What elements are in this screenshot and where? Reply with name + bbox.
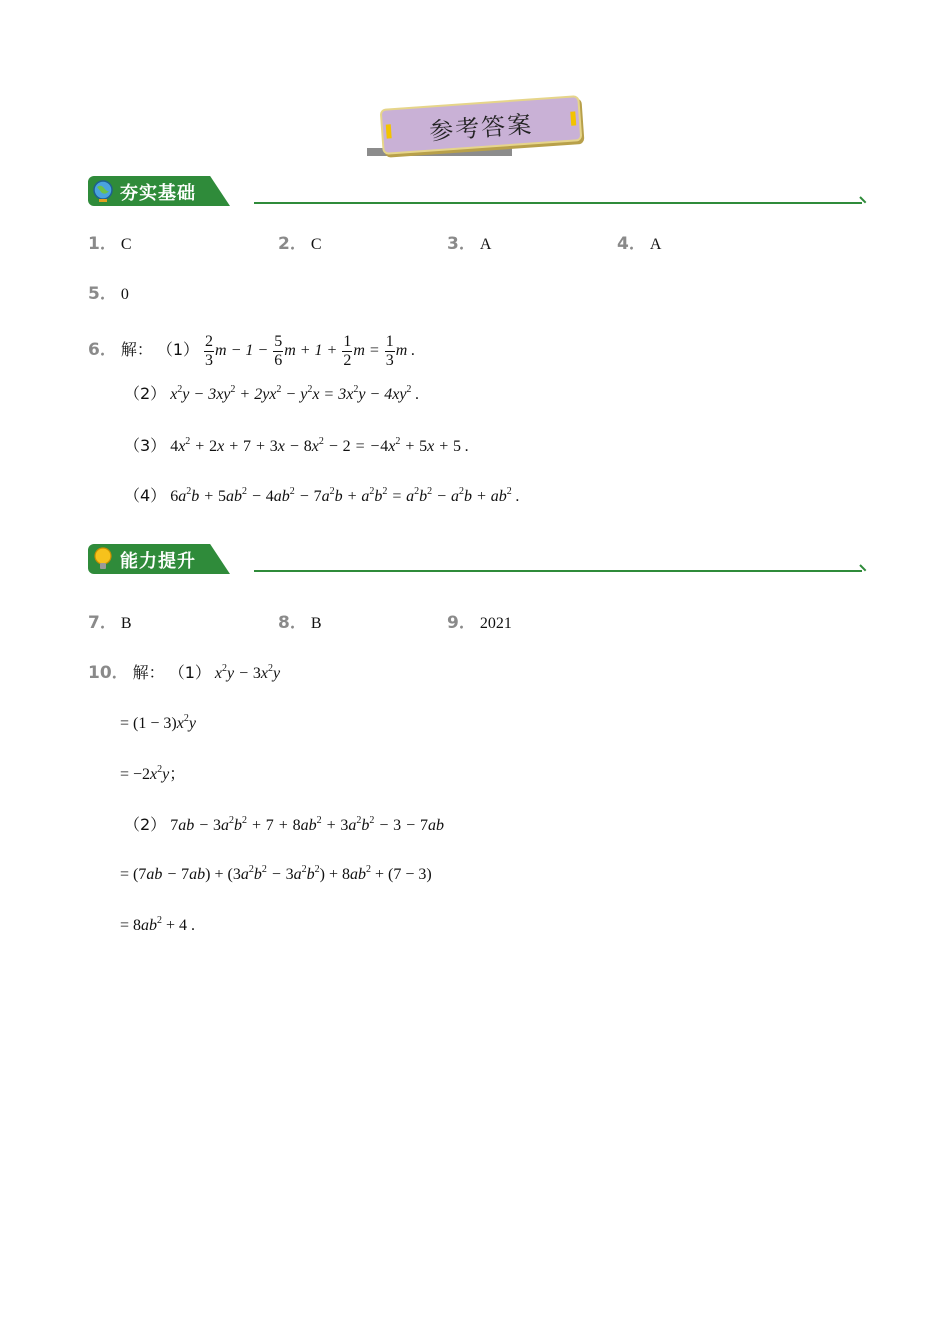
equation: $7ab - 3a^2b^2 + 7 + 8ab^2 + 3a^2b^2 - 3 - 7ab$ [170,815,444,834]
equation: $\frac{2}{3}$ m − 1 − $\frac{5}{6}$ m + 1 + $\frac{1}{2}$ m = $\frac{1}{3}$ m . [205,332,416,369]
equation: = $(7ab - 7ab) + (3a^2b^2 - 3a^2b^2) + 8ab^2 + (7 - 3)$ [120,864,432,883]
lightbulb-icon [90,546,116,572]
section-label: 夯实基础 [120,183,196,204]
answer: 0 [120,286,129,303]
equation: = $(1 - 3)x^2y$ [120,713,196,732]
globe-icon [90,178,116,204]
solution-step [120,712,196,736]
section-header-advanced [88,544,868,576]
answer: A [479,236,492,253]
solution-label: 解： [120,340,153,359]
solution-step [120,762,185,786]
question-number: 8． [278,613,307,633]
question-5 [88,282,129,306]
answer: B [310,615,322,632]
equation: $6a^2b + 5ab^2 - 4ab^2 - 7a^2b + a^2b^2 = a^2b^2 - a^2b + ab^2$ . [170,486,520,505]
question-number: 5． [88,284,117,304]
banner-card [380,95,583,155]
question-number: 7． [88,613,117,633]
part-label: （1） [156,340,200,359]
answer: 2021 [479,615,512,632]
question-2 [278,232,322,256]
part-label: （2） [124,384,167,403]
question-6-part-4 [124,484,520,508]
question-10-part-2 [124,813,444,837]
question-number: 3． [447,234,476,254]
part-label: （3） [124,436,167,455]
question-number: 6． [88,340,117,360]
solution-step [120,863,432,887]
equation: $x^2y - 3x^2y$ [214,663,281,682]
question-1 [88,232,132,256]
part-label: （4） [124,486,167,505]
equation: = $8ab^2 + 4$ . [120,915,196,934]
question-6-part-1 [88,330,415,370]
section-label: 能力提升 [120,551,196,572]
question-3 [447,232,491,256]
equation: $4x^2 + 2x + 7 + 3x - 8x^2 - 2 = -4x^2 + 5x + 5$ . [170,436,470,455]
question-4 [617,232,661,256]
question-number: 10． [88,663,129,683]
solution-step [120,914,195,938]
question-10-part-1 [88,661,280,685]
section-rule [254,202,862,204]
answer-banner [367,96,583,160]
page-title: 参考答案 [428,110,535,146]
question-number: 4． [617,234,646,254]
question-number: 1． [88,234,117,254]
section-header-basic [88,176,868,208]
question-number: 9． [447,613,476,633]
answer: A [649,236,662,253]
part-label: （2） [124,815,167,834]
question-number: 2． [278,234,307,254]
solution-label: 解： [132,663,165,682]
answer: C [120,236,132,253]
equation: $x^2y - 3xy^2 + 2yx^2 - y^2x = 3x^2y - 4xy^2$ . [170,384,420,403]
answer: B [120,615,132,632]
equation: = $-2x^2y$； [120,764,186,783]
question-7 [88,611,132,635]
question-8 [278,611,322,635]
question-6-part-3 [124,434,469,458]
question-9 [447,611,512,635]
question-6-part-2 [124,382,419,406]
section-rule [254,570,862,572]
banner-right-tab [570,111,576,125]
answer: C [310,236,322,253]
part-label: （1） [168,663,211,682]
